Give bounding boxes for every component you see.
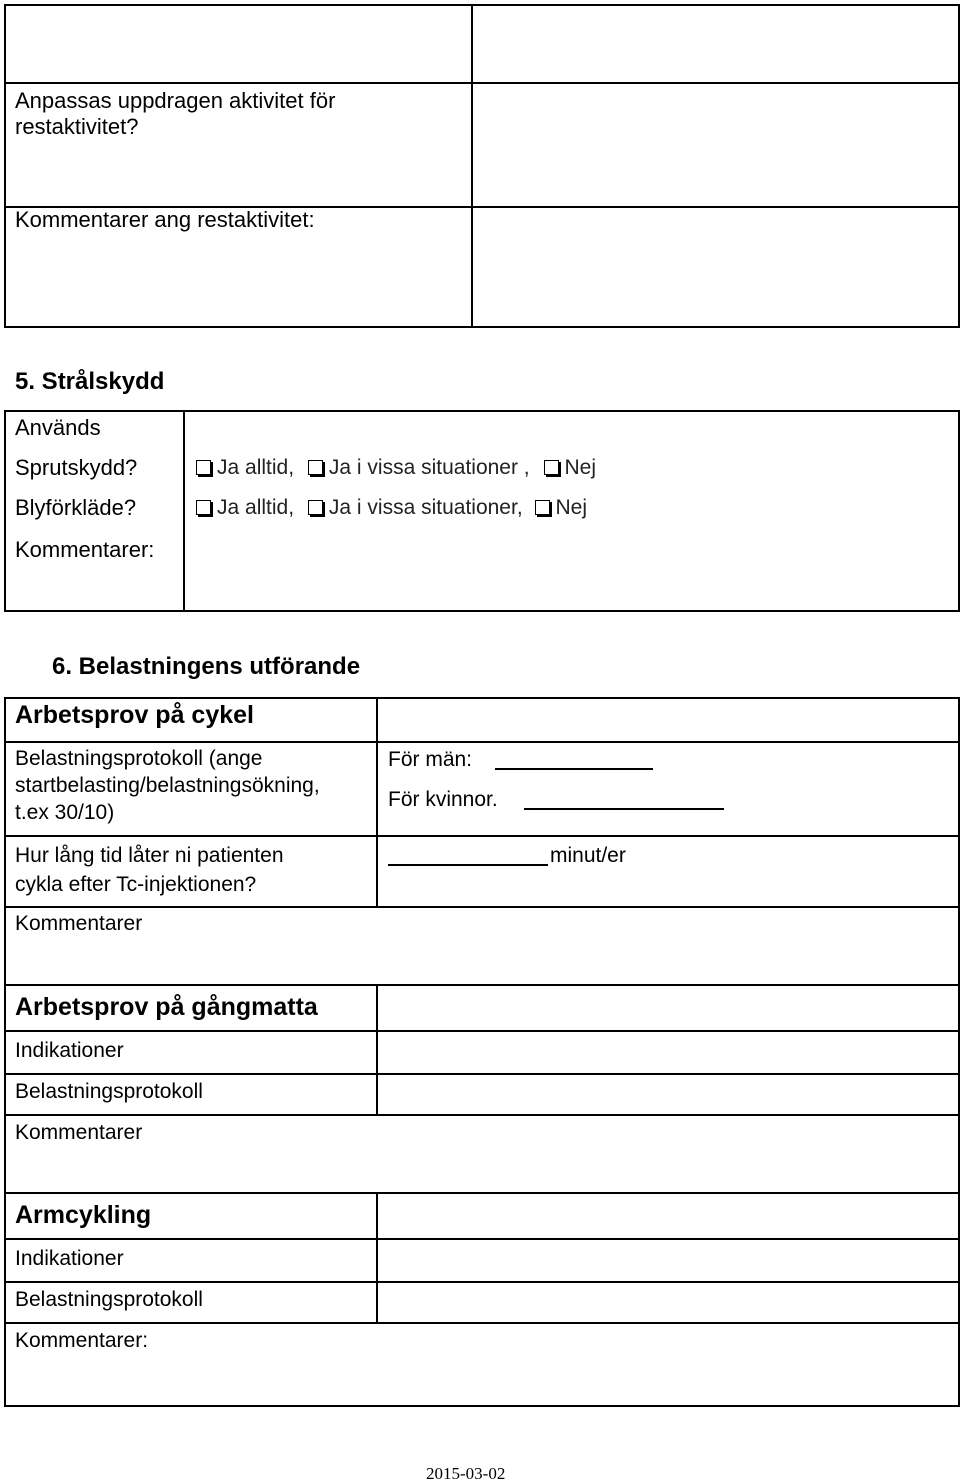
checkbox-icon[interactable] bbox=[308, 500, 323, 515]
row-line bbox=[4, 1281, 960, 1283]
checkbox-icon[interactable] bbox=[196, 500, 211, 515]
blyforklade-option-ja-alltid[interactable]: Ja alltid, bbox=[196, 496, 294, 519]
footer-date: 2015-03-02 bbox=[426, 1464, 506, 1483]
gangmatta-title: Arbetsprov på gångmatta bbox=[15, 993, 318, 1021]
armcykling-indications-label: Indikationer bbox=[15, 1247, 124, 1270]
row-line bbox=[4, 1238, 960, 1240]
restaktivitet-comments-label: Kommentarer ang restaktivitet: bbox=[15, 207, 315, 232]
row-line bbox=[4, 1114, 960, 1116]
cykel-divider bbox=[376, 697, 378, 908]
gangmatta-comments-label: Kommentarer bbox=[15, 1121, 143, 1144]
sprutskydd-option-ja-vissa[interactable]: Ja i vissa situationer , bbox=[308, 456, 530, 479]
row-line bbox=[4, 741, 960, 743]
row-line bbox=[4, 1192, 960, 1194]
stralskydd-divider bbox=[183, 410, 185, 612]
belastning-heading: 6. Belastningens utförande bbox=[52, 653, 361, 680]
cykel-duration-label: Hur lång tid låter ni patienten cykla efter Tc-injektionen? bbox=[15, 844, 284, 896]
sprutskydd-options bbox=[196, 455, 596, 480]
blyforklade-option-ja-vissa[interactable]: Ja i vissa situationer, bbox=[308, 496, 523, 519]
sprutskydd-label: Sprutskydd? bbox=[15, 455, 138, 480]
checkbox-icon[interactable] bbox=[196, 460, 211, 475]
checkbox-icon[interactable] bbox=[535, 500, 550, 515]
armcykling-protocol-label: Belastningsprotokoll bbox=[15, 1288, 203, 1311]
armcykling-title: Armcykling bbox=[15, 1201, 152, 1229]
row-line bbox=[4, 1073, 960, 1075]
restaktivitet-question: Anpassas uppdragen aktivitet för restaktivitet? bbox=[15, 88, 336, 140]
stralskydd-comments-label: Kommentarer: bbox=[15, 537, 155, 562]
row-line bbox=[4, 835, 960, 837]
stralskydd-heading: 5. Strålskydd bbox=[15, 368, 165, 395]
armcykling-comments-label: Kommentarer: bbox=[15, 1329, 149, 1352]
blyforklade-label: Blyförkläde? bbox=[15, 495, 137, 520]
blyforklade-option-nej[interactable]: Nej bbox=[535, 496, 588, 519]
men-label: För män: bbox=[388, 748, 473, 771]
row-line bbox=[4, 1322, 960, 1324]
women-blank-line[interactable] bbox=[524, 808, 724, 810]
row-line bbox=[4, 984, 960, 986]
row-line bbox=[4, 906, 960, 908]
women-label: För kvinnor. bbox=[388, 788, 498, 811]
stralskydd-used-label: Används bbox=[15, 415, 101, 440]
duration-blank-line[interactable] bbox=[388, 864, 548, 866]
checkbox-icon[interactable] bbox=[308, 460, 323, 475]
duration-unit: minut/er bbox=[550, 844, 626, 867]
men-blank-line[interactable] bbox=[495, 768, 653, 770]
cykel-protocol-label: Belastningsprotokoll (ange startbelasting/belastningsökning, t.ex 30/10) bbox=[15, 747, 320, 824]
armcykling-divider bbox=[376, 1194, 378, 1324]
sprutskydd-option-ja-alltid[interactable]: Ja alltid, bbox=[196, 456, 294, 479]
cykel-title: Arbetsprov på cykel bbox=[15, 701, 254, 729]
checkbox-icon[interactable] bbox=[544, 460, 559, 475]
gangmatta-indications-label: Indikationer bbox=[15, 1039, 124, 1062]
restaktivitet-comments-cell[interactable] bbox=[474, 208, 957, 326]
cykel-comments-label: Kommentarer bbox=[15, 912, 143, 935]
blyforklade-options bbox=[196, 495, 587, 520]
gangmatta-protocol-label: Belastningsprotokoll bbox=[15, 1080, 203, 1103]
restaktivitet-divider bbox=[471, 4, 473, 328]
gangmatta-divider bbox=[376, 986, 378, 1116]
row-line bbox=[4, 1030, 960, 1032]
sprutskydd-option-nej[interactable]: Nej bbox=[544, 456, 597, 479]
